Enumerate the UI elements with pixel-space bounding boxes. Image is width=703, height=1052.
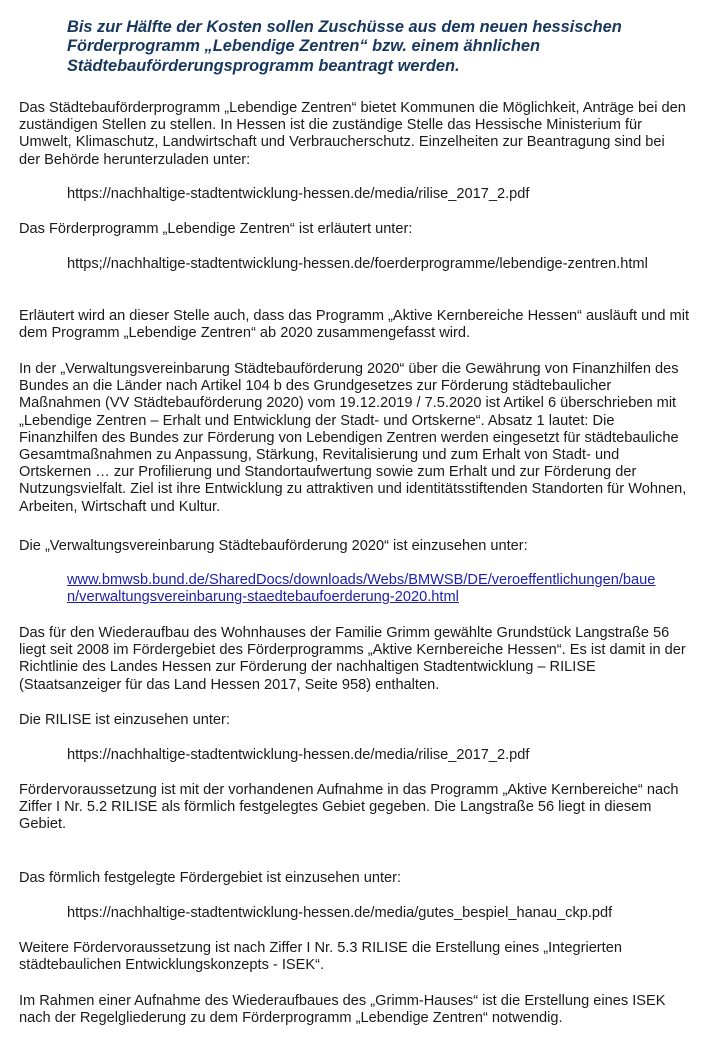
paragraph-vv-2020: In der „Verwaltungsvereinbarung Städtebauförderung 2020“ über die Gewährung von Finanzhilfen des Bundes an die Länder nach Artikel 104 b des Grundgesetzes zur Förderung städtebaulicher Maßnahmen (VV Städtebauförderung 2020) vom 19.12.2019 / 7.5.2020 ist Artikel 6 überschrieben mit „Lebendige Zentren – Erhalt und Entwicklung der Stadt- und Ortskerne“. Absatz 1 lautet: Die Finanzhilfen des Bundes zur Förderung von Lebendigen Zentren werden eingesetzt für städtebauliche Gesamtmaßnahmen zu Anpassung, Stärkung, Revitalisierung und zum Erhalt von Stadt- und Ortskernen … zur Profilierung und Standortaufwertung sowie zum Erhalt und zur Förderung der Nutzungsvielfalt. Ziel ist ihre Entwicklung zu attraktiven und identitätsstiftenden Standorten für Wohnen, Arbeiten, Wirtschaft und Kultur. xyxy=(19,361,687,515)
url-hanau-example: https://nachhaltige-stadtentwicklung-hessen.de/media/gutes_bespiel_hanau_ckp.pdf xyxy=(67,905,613,921)
paragraph-program-explained: Das Förderprogramm „Lebendige Zentren“ ist erläutert unter: xyxy=(19,221,413,237)
paragraph-rilise-reference: Die RILISE ist einzusehen unter: xyxy=(19,712,230,728)
paragraph-area-reference: Das förmlich festgelegte Fördergebiet ist einzusehen unter: xyxy=(19,870,402,886)
paragraph-vv-reference: Die „Verwaltungsvereinbarung Städtebauförderung 2020“ ist einzusehen unter: xyxy=(19,538,528,554)
paragraph-program-intro: Das Städtebauförderprogramm „Lebendige Zentren“ bietet Kommunen die Möglichkeit, Anträge bei den zuständigen Stellen zu stellen. In Hessen ist die zuständige Stelle das Hessische Ministerium für Umwelt, Klimaschutz, Landwirtschaft und Verbraucherschutz. Einzelheiten zur Beantragung sind bei der Behörde herunterzuladen unter: xyxy=(19,100,686,168)
url-rilise-1: https://nachhaltige-stadtentwicklung-hessen.de/media/rilise_2017_2.pdf xyxy=(67,186,530,202)
paragraph-prerequisite-area: Fördervoraussetzung ist mit der vorhandenen Aufnahme in das Programm „Aktive Kernbereiche“ nach Ziffer I Nr. 5.2 RILISE als förmlich festgelegtes Gebiet gegeben. Die Langstraße 56 liegt in diesem Gebiet. xyxy=(19,782,679,833)
paragraph-isek-prerequisite: Weitere Fördervoraussetzung ist nach Ziffer I Nr. 5.3 RILISE die Erstellung eines „Integrierten städtebaulichen Entwicklungskonzepts - ISEK“. xyxy=(19,940,622,974)
paragraph-grimm-site: Das für den Wiederaufbau des Wohnhauses der Familie Grimm gewählte Grundstück Langstraße 56 liegt seit 2008 im Fördergebiet des Förderprogramms „Aktive Kernbereiche Hessen“. Es ist damit in der Richtlinie des Landes Hessen zur Förderung der nachhaltigen Stadtentwicklung – RILISE (Staatsanzeiger für das Land Hessen 2017, Seite 958) enthalten. xyxy=(19,625,686,693)
document-heading: Bis zur Hälfte der Kosten sollen Zuschüsse aus dem neuen hessischen Förderprogramm „Lebendige Zentren“ bzw. einem ähnlichen Städtebauförderungsprogramm beantragt werden. xyxy=(67,18,622,75)
paragraph-program-merge: Erläutert wird an dieser Stelle auch, dass das Programm „Aktive Kernbereiche Hessen“ ausläuft und mit dem Programm „Lebendige Zentren“ ab 2020 zusammengefasst wird. xyxy=(19,308,690,342)
link-bmwsb-line1[interactable]: www.bmwsb.bund.de/SharedDocs/downloads/Webs/BMWSB/DE/veroeffentlichungen/baue xyxy=(67,572,656,588)
url-lebendige-zentren: https;//nachhaltige-stadtentwicklung-hessen.de/foerderprogramme/lebendige-zentren.html xyxy=(67,256,648,272)
link-bmwsb-line2[interactable]: n/verwaltungsvereinbarung-staedtebaufoerderung-2020.html xyxy=(67,589,459,606)
url-rilise-2: https://nachhaltige-stadtentwicklung-hessen.de/media/rilise_2017_2.pdf xyxy=(67,747,530,763)
link-bmwsb[interactable] xyxy=(67,572,692,606)
paragraph-isek-required: Im Rahmen einer Aufnahme des Wiederaufbaues des „Grimm-Hauses“ ist die Erstellung eines ISEK nach der Regelgliederung zu dem Förderprogramm „Lebendige Zentren“ notwendig. xyxy=(19,993,666,1027)
